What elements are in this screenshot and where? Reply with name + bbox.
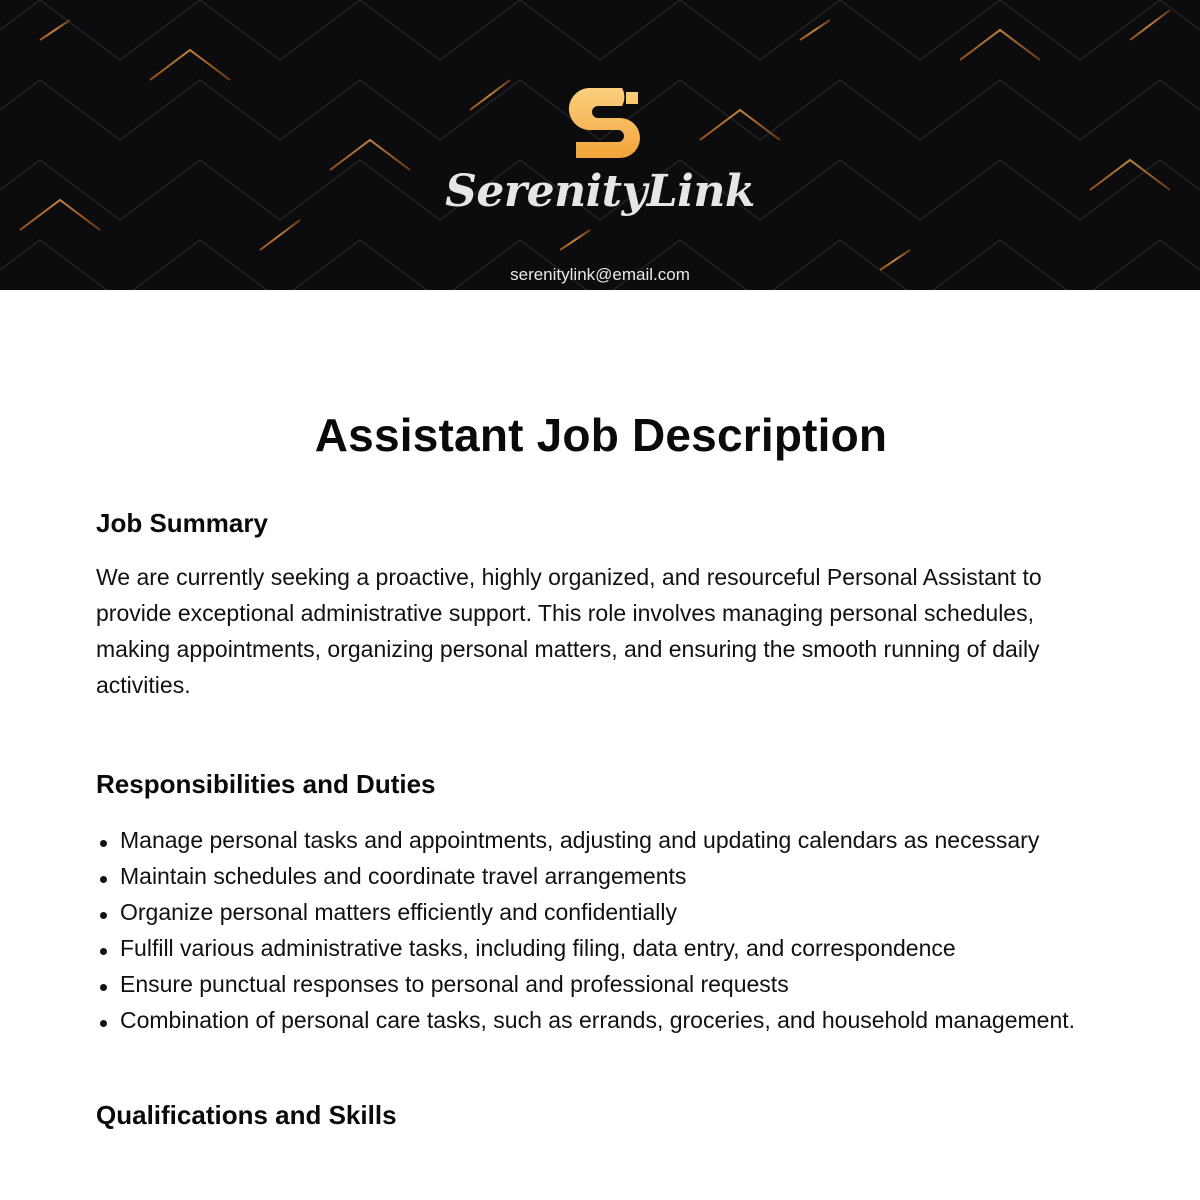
list-item <box>96 1002 1106 1038</box>
list-item <box>96 858 1106 894</box>
header-banner <box>0 0 1200 290</box>
list-item-text: Maintain schedules and coordinate travel arrangements <box>120 863 687 889</box>
list-item <box>96 894 1106 930</box>
list-item <box>96 822 1106 858</box>
bullet-icon <box>100 912 107 919</box>
responsibilities-heading: Responsibilities and Duties <box>96 769 436 799</box>
brand-email: serenitylink@email.com <box>510 265 690 284</box>
bullet-icon <box>100 984 107 991</box>
list-item-text: Ensure punctual responses to personal and professional requests <box>120 971 789 997</box>
job-summary-text: We are currently seeking a proactive, highly organized, and resourceful Personal Assistant to provide exceptional administrative support. This role involves managing personal schedules, making appointments, organizing personal matters, and ensuring the smooth running of daily activities. <box>96 564 1042 698</box>
job-summary-heading: Job Summary <box>96 508 268 538</box>
list-item-text: Combination of personal care tasks, such as errands, groceries, and household management. <box>120 1007 1076 1033</box>
bullet-icon <box>100 876 107 883</box>
list-item-text: Manage personal tasks and appointments, adjusting and updating calendars as necessary <box>120 827 1040 853</box>
list-item-text: Organize personal matters efficiently and confidentially <box>120 899 677 925</box>
bullet-icon <box>100 840 107 847</box>
list-item-text: Fulfill various administrative tasks, including filing, data entry, and correspondence <box>120 935 956 961</box>
brand-name: SerenityLink <box>445 166 755 217</box>
document-title: Assistant Job Description <box>314 409 888 461</box>
bullet-icon <box>100 948 107 955</box>
qualifications-heading: Qualifications and Skills <box>96 1100 397 1130</box>
s-logo-icon <box>568 86 642 160</box>
responsibilities-list <box>96 822 1106 1038</box>
document-body <box>96 290 1106 1131</box>
list-item <box>96 966 1106 1002</box>
list-item <box>96 930 1106 966</box>
bullet-icon <box>100 1020 107 1027</box>
